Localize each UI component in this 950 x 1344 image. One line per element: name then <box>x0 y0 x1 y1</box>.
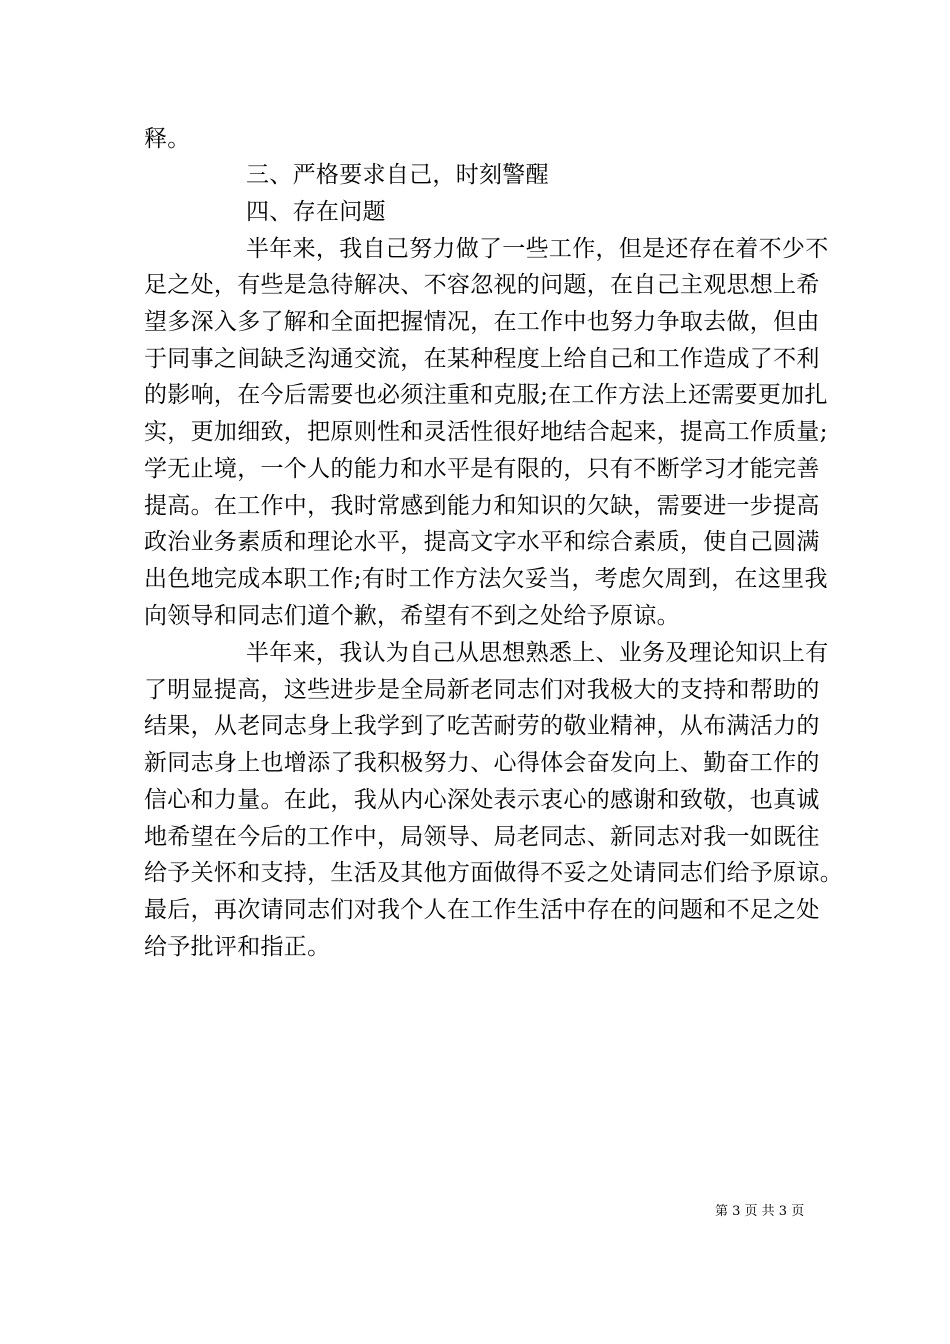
section-heading-3: 三、严格要求自己，时刻警醒 <box>246 162 549 188</box>
paragraph-2-line-3: 结果，从老同志身上我学到了吃苦耐劳的敬业精神，从布满活力的 <box>144 713 820 739</box>
paragraph-1-line-1: 半年来，我自己努力做了一些工作，但是还存在着不少不 <box>246 236 829 262</box>
paragraph-1-line-9: 政治业务素质和理论水平，提高文字水平和综合素质，使自己圆满 <box>144 529 820 555</box>
paragraph-2-line-6: 地希望在今后的工作中，局领导、局老同志、新同志对我一如既往 <box>144 824 820 850</box>
paragraph-1-line-11: 向领导和同志们道个歉，希望有不到之处给予原谅。 <box>144 603 680 629</box>
paragraph-2-line-8: 最后，再次请同志们对我个人在工作生活中存在的问题和不足之处 <box>144 897 820 923</box>
paragraph-2-line-4: 新同志身上也增添了我积极努力、心得体会奋发向上、勤奋工作的 <box>144 750 820 776</box>
paragraph-1-line-4: 于同事之间缺乏沟通交流，在某种程度上给自己和工作造成了不利 <box>144 346 820 372</box>
paragraph-1-line-10: 出色地完成本职工作;有时工作方法欠妥当，考虑欠周到，在这里我 <box>144 566 828 592</box>
paragraph-2-line-1: 半年来，我认为自己从思想熟悉上、业务及理论知识上有 <box>246 640 829 666</box>
section-heading-4: 四、存在问题 <box>246 199 386 225</box>
paragraph-2-line-9: 给予批评和指正。 <box>144 934 331 960</box>
paragraph-2-line-5: 信心和力量。在此，我从内心深处表示衷心的感谢和致敬，也真诚 <box>144 787 820 813</box>
paragraph-2-line-2: 了明显提高，这些进步是全局新老同志们对我极大的支持和帮助的 <box>144 677 820 703</box>
paragraph-1-line-5: 的影响，在今后需要也必须注重和克服;在工作方法上还需要更加扎 <box>144 382 828 408</box>
paragraph-1-line-7: 学无止境，一个人的能力和水平是有限的，只有不断学习才能完善 <box>144 456 820 482</box>
paragraph-1-line-8: 提高。在工作中，我时常感到能力和知识的欠缺，需要进一步提高 <box>144 493 820 519</box>
paragraph-1-line-6: 实，更加细致，把原则性和灵活性很好地结合起来，提高工作质量; <box>144 419 828 445</box>
paragraph-1-line-2: 足之处，有些是急待解决、不容忽视的问题，在自己主观思想上希 <box>144 272 820 298</box>
paragraph-1-line-3: 望多深入多了解和全面把握情况，在工作中也努力争取去做，但由 <box>144 309 820 335</box>
text-line-continuation: 释。 <box>144 126 191 152</box>
paragraph-2-line-7: 给予关怀和支持，生活及其他方面做得不妥之处请同志们给予原谅。 <box>144 860 843 886</box>
page-number: 第 3 页 共 3 页 <box>715 1204 805 1219</box>
